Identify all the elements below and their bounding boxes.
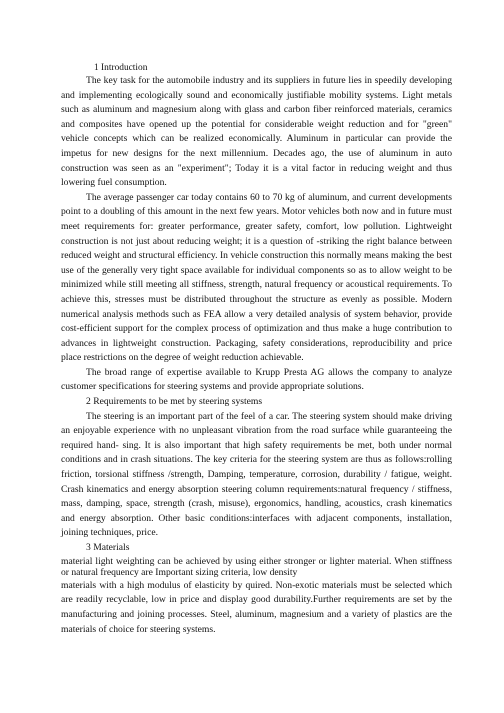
section-heading-materials: 3 Materials [86, 542, 130, 553]
paragraph: The broad range of expertise available to Krupp Presta AG allows the company to analyze customer specifications for steering systems and provide appropriate solutions. [61, 366, 452, 393]
paragraph: The steering is an important part of the feel of a car. The steering system should make driving an enjoyable experience with no unpleasant vibration from the road surface while guaranteeing the required hand- sing. It is also important that high safety requirements be met, both under normal conditions and in crash situations. The key criteria for the steering system are thus as follows:rolling friction, torsional stiffness /strength, Damping, temperature, corrosion, durability / fatigue, weight. Crash kinematics and energy absorption steering column requirements:natural frequency / stiffness, mass, damping, space, strength (crash, misuse), ergonomics, handling, acoustics, crash kinematics and energy absorption. Other basic conditions:interfaces with adjacent components, installation, joining techniques, price. [61, 410, 452, 539]
section-heading-introduction: 1 Introduction [94, 63, 148, 73]
document-page [61, 62, 452, 637]
section-heading-requirements: 2 Requirements to be met by steering systems [86, 396, 263, 408]
paragraph: The key task for the automobile industry and its suppliers in future lies in speedily developing and implementing ecologically sound and economically justifiable mobility systems. Light metals such as aluminum and magnesium along with glass and carbon fiber reinforced materials, ceramics and composites have opened up the potential for considerable weight reduction and for "green" vehicle concepts which can be realized economically. Aluminum in particular can provide the impetus for new designs for the next millennium. Decades ago, the use of aluminum in auto construction was seen as an "experiment"; Today it is a vital factor in reducing weight and thus lowering fuel consumption. [61, 75, 452, 189]
paragraph: materials with a high modulus of elasticity by quired. Non-exotic materials must be selected which are readily recyclable, low in price and display good durability.Further requirements are set by the manufacturing and joining processes. Steel, aluminum, magnesium and a variety of plastics are the materials of choice for steering systems. [61, 579, 452, 635]
paragraph: material light weighting can be achieved by using either stronger or lighter material. When stiffness or natural frequency are Important sizing criteria, low density [61, 555, 452, 579]
paragraph: The average passenger car today contains 60 to 70 kg of aluminum, and current developments point to a doubling of this amount in the next few years. Motor vehicles both now and in future must meet requirements for: greater performance, greater safety, comfort, low pollution. Lightweight construction is not just about reducing weight; it is a question of -striking the right balance between reduced weight and structural efficiency. In vehicle construction this normally means making the best use of the generally very tight space available for individual components so as to allow weight to be minimized while still meeting all stiffness, strength, natural frequency or acoustical requirements. To achieve this, stresses must be distributed throughout the structure as evenly as possible. Modern numerical analysis methods such as FEA allow a very detailed analysis of system behavior, provide cost-efficient support for the complex process of optimization and thus make a huge contribution to advances in lightweight construction. Packaging, safety considerations, reproducibility and price place restrictions on the degree of weight reduction achievable. [61, 191, 452, 364]
